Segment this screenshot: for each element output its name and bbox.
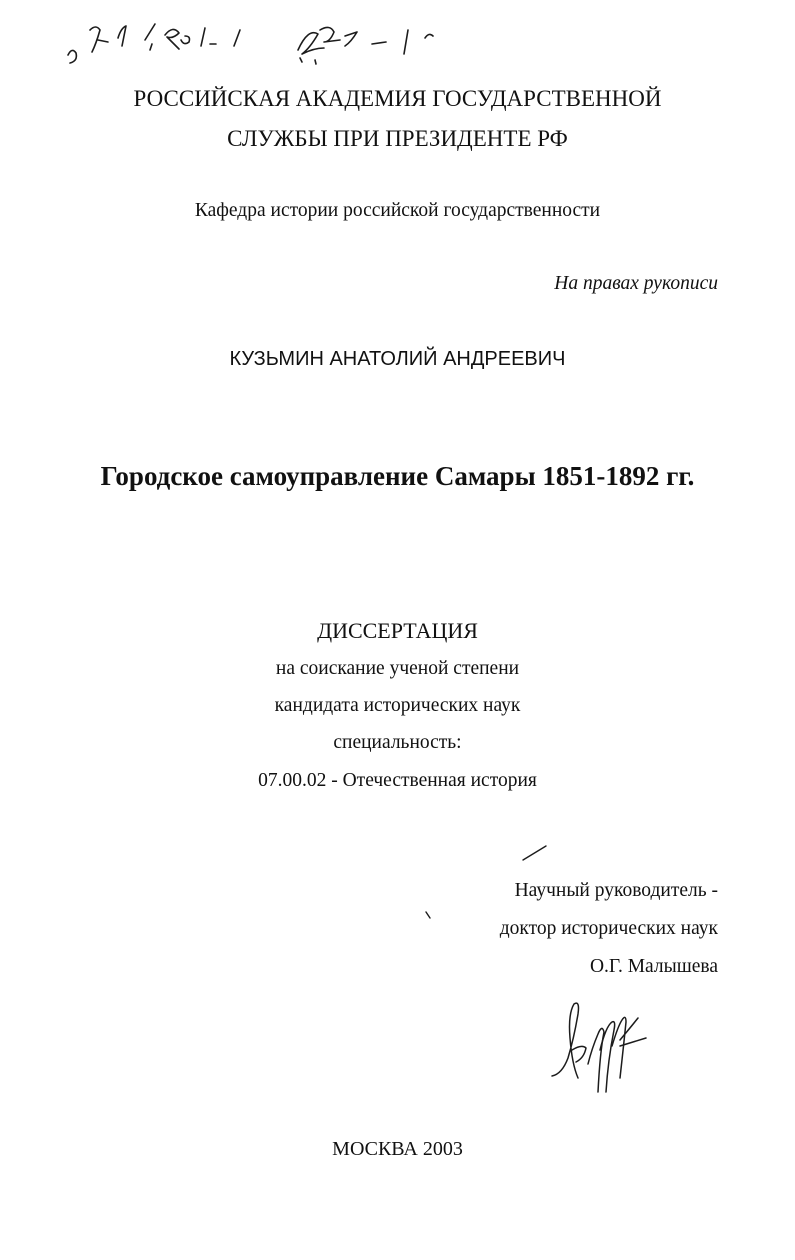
city-year: МОСКВА 2003 (332, 1138, 463, 1160)
author-name: КУЗЬМИН АНАТОЛИЙ АНДРЕЕВИЧ (229, 348, 566, 370)
supervisor-degree: доктор исторических наук (499, 918, 718, 939)
institution-line-1: РОССИЙСКАЯ АКАДЕМИЯ ГОСУДАРСТВЕННОЙ (133, 86, 662, 111)
institution-line-2: СЛУЖБЫ ПРИ ПРЕЗИДЕНТЕ РФ (227, 126, 568, 151)
degree-field-line: кандидата исторических наук (274, 695, 521, 716)
supervisor-name: О.Г. Малышева (589, 956, 718, 977)
degree-line: на соискание ученой степени (275, 658, 520, 679)
department-name: Кафедра истории российской государственности (194, 200, 601, 221)
specialty-code: 07.00.02 - Отечественная история (258, 770, 537, 791)
specialty-label: специальность: (333, 732, 462, 753)
dissertation-type: ДИССЕРТАЦИЯ (317, 618, 478, 643)
supervisor-role: Научный руководитель - (514, 880, 718, 901)
manuscript-note: На правах рукописи (554, 273, 718, 294)
dissertation-title: Городское самоуправление Самары 1851-1892 гг. (100, 461, 695, 491)
